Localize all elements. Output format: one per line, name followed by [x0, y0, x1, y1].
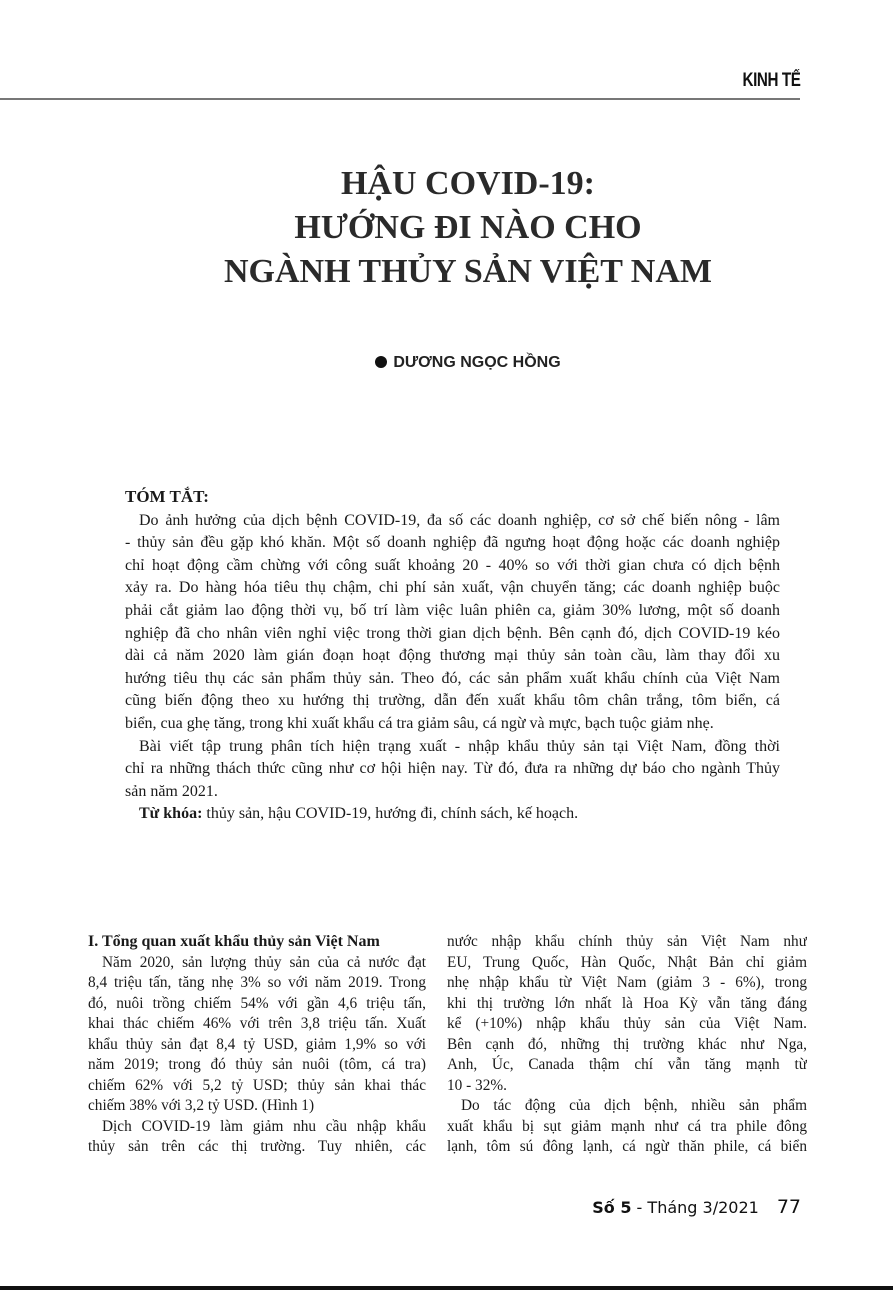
text-line: xảy ra. Do hàng hóa tiêu thụ chậm, chi phí sản xuất, vận chuyển tăng; các doanh nghiệp buộc: [125, 579, 780, 597]
page-footer: [592, 1196, 801, 1218]
section-tag: KINH TẾ: [742, 70, 800, 91]
title-line: HẬU COVID-19:: [340, 165, 596, 202]
text-line: Dịch COVID-19 làm giảm nhu cầu nhập khẩu: [102, 1117, 426, 1135]
text-line: hướng tiêu thụ các sản phẩm thủy sản. Theo đó, các sản phẩm xuất khẩu chính của Việt Nam: [125, 669, 780, 687]
body-column-left: [88, 932, 426, 1158]
text-line: 8,4 triệu tấn, tăng nhẹ 3% so với năm 2019. Trong: [88, 974, 426, 991]
text-line: Bài viết tập trung phân tích hiện trạng xuất - nhập khẩu thủy sản tại Việt Nam, đồng thời: [139, 737, 780, 755]
article-title: [0, 162, 893, 294]
keywords: [125, 803, 780, 826]
title-line: HƯỚNG ĐI NÀO CHO: [294, 209, 642, 246]
text-line: chỉ hoạt động cầm chừng với công suất khoảng 20 - 40% so với thời gian chưa có dịch bệnh: [125, 556, 780, 574]
text-line: - thủy sản đều gặp khó khăn. Một số doanh nghiệp đã ngưng hoạt động hoặc các doanh nghiệp: [125, 534, 780, 552]
section-heading: I. Tổng quan xuất khẩu thủy sản Việt Nam: [88, 933, 380, 950]
text-line: khai thác chiếm 46% với trên 3,8 triệu tấn. Xuất: [88, 1015, 426, 1032]
text-line: xuất khẩu bị sụt giảm mạnh như cá tra phile đông: [447, 1117, 807, 1135]
issue-date: - Tháng 3/2021: [631, 1198, 759, 1217]
text-line: đó, nuôi trồng chiếm 54% với gần 4,6 triệu tấn,: [88, 994, 426, 1012]
keywords-label: Từ khóa:: [139, 805, 203, 823]
text-line: biển, cua ghẹ tăng, trong khi xuất khẩu cá tra giảm sâu, cá ngừ và mực, bạch tuộc giảm nhẹ.: [125, 714, 714, 732]
text-line: chiếm 38% với 3,2 tỷ USD. (Hình 1): [88, 1097, 315, 1114]
text-line: Bên cạnh đó, những thị trường khác như Nga,: [447, 1035, 807, 1053]
author-name: DƯƠNG NGỌC HỒNG: [393, 354, 561, 371]
text-line: Do tác động của dịch bệnh, nhiều sản phẩm: [461, 1097, 807, 1114]
body-column-right: [447, 932, 807, 1158]
issue-number: Số 5: [592, 1198, 632, 1217]
footer-rule: [0, 1286, 893, 1290]
text-line: EU, Trung Quốc, Hàn Quốc, Nhật Bản chỉ giảm: [447, 953, 807, 971]
abstract: [125, 486, 780, 826]
abstract-heading: TÓM TẮT:: [125, 487, 209, 506]
header-rule: [0, 98, 800, 100]
text-line: kể (+10%) nhập khẩu thủy sản của Việt Nam.: [447, 1015, 807, 1032]
keywords-text: thủy sản, hậu COVID-19, hướng đi, chính sách, kế hoạch.: [202, 805, 579, 823]
text-line: nước nhập khẩu chính thủy sản Việt Nam như: [447, 933, 807, 950]
text-line: Năm 2020, sản lượng thủy sản của cả nước đạt: [102, 953, 426, 971]
text-line: Anh, Úc, Canada thậm chí vẫn tăng mạnh từ: [447, 1056, 807, 1073]
text-line: chiếm 62% với 5,2 tỷ USD; thủy sản khai thác: [88, 1076, 426, 1094]
text-line: phải cắt giảm lao động thời vụ, bố trí làm việc luân phiên ca, giảm 30% lương, một số doanh: [125, 601, 780, 619]
text-line: 10 - 32%.: [447, 1076, 507, 1094]
text-line: thủy sản trên các thị trường. Tuy nhiên, các: [88, 1138, 426, 1155]
text-line: Do ảnh hưởng của dịch bệnh COVID-19, đa số các doanh nghiệp, cơ sở chế biến nông - lâm: [139, 511, 780, 529]
text-line: sản năm 2021.: [125, 782, 218, 800]
title-line: NGÀNH THỦY SẢN VIỆT NAM: [223, 253, 713, 290]
text-line: cũng biến động theo xu hướng thị trường, dẫn đến xuất khẩu tôm chân trắng, tôm biển, cá: [125, 692, 780, 710]
bullet-icon: [375, 356, 387, 368]
text-line: chỉ ra những thách thức cũng như cơ hội hiện nay. Từ đó, đưa ra những dự báo cho ngành Thủy: [125, 760, 780, 778]
text-line: lạnh, tôm sú đông lạnh, cá ngừ thăn phile, cá biển: [447, 1138, 807, 1155]
text-line: nghiệp đã cho nhân viên nghỉ việc trong thời gian dịch bệnh. Bên cạnh đó, dịch COVID-19 kéo: [125, 624, 780, 642]
text-line: khẩu thủy sản đạt 8,4 tỷ USD, giảm 1,9% so với: [88, 1035, 426, 1053]
author: [0, 354, 893, 372]
text-line: dài cả năm 2020 làm gián đoạn hoạt động thương mại thủy sản toàn cầu, làm thay đổi xu: [125, 647, 780, 665]
text-line: khi thị trường lớn nhất là Hoa Kỳ vẫn tăng đáng: [447, 994, 807, 1012]
text-line: nhẹ nhập khẩu từ Việt Nam (giảm 3 - 6%), trong: [447, 974, 807, 991]
text-line: năm 2019; trong đó thủy sản nuôi (tôm, cá tra): [88, 1056, 426, 1073]
page-number: 77: [776, 1196, 801, 1218]
